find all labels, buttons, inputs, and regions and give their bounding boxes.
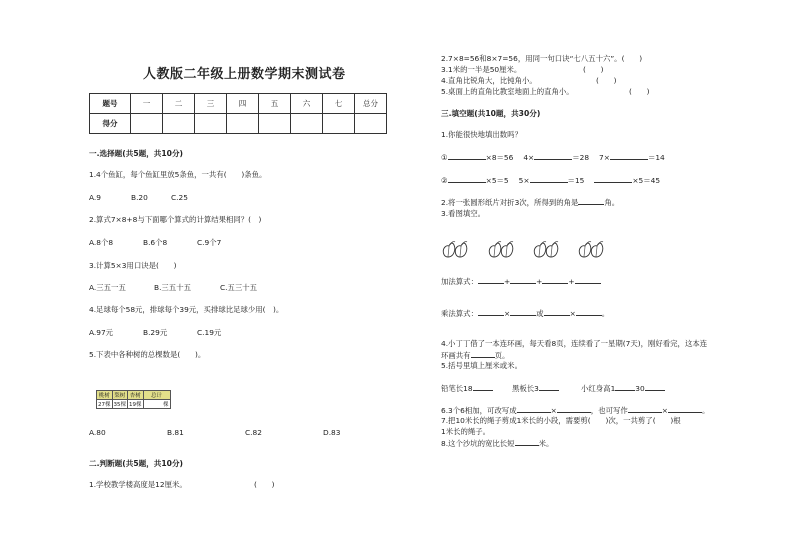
fill-text: ＝14 xyxy=(647,153,665,162)
fill-item xyxy=(512,383,559,393)
section-choice-heading: 一.选择题(共5题，共10分) xyxy=(89,149,184,158)
question-text: 5.下表中各种树的总棵数是( )。 xyxy=(89,350,206,359)
question-text: 5.括号里填上厘米或米。 xyxy=(441,361,522,370)
answer-parens[interactable]: ( ) xyxy=(629,87,650,96)
tree-table-cell: 35棵 xyxy=(112,400,128,409)
fill-text: 铅笔长18 xyxy=(441,384,473,393)
section-judge-heading: 二.判断题(共5题，共10分) xyxy=(89,459,184,468)
fill-item xyxy=(581,383,665,393)
answer-blank[interactable] xyxy=(510,308,536,316)
score-header-cell: 四 xyxy=(227,94,259,114)
score-cell[interactable] xyxy=(163,114,195,134)
tree-table-header: 杏树 xyxy=(128,391,144,400)
plus-sign: + xyxy=(536,277,543,286)
answer-blank[interactable] xyxy=(668,405,702,413)
score-header-cell: 一 xyxy=(131,94,163,114)
peach-group-3 xyxy=(534,242,558,257)
peach-group-4 xyxy=(579,242,603,257)
answer-blank[interactable] xyxy=(539,383,559,391)
score-header-cell: 二 xyxy=(163,94,195,114)
fill-text: 5× xyxy=(518,176,530,185)
score-table-header-row xyxy=(90,94,387,114)
question-text: 3.看图填空。 xyxy=(441,209,486,218)
score-header-cell: 五 xyxy=(259,94,291,114)
tree-table-header: 总计 xyxy=(143,391,170,400)
answer-parens[interactable]: ( ) xyxy=(583,65,604,74)
question-text: 页。 xyxy=(494,351,510,360)
peach-group-2 xyxy=(489,242,513,257)
plus-sign: + xyxy=(503,277,511,286)
option: B.20 xyxy=(131,193,148,202)
peach-picture xyxy=(442,240,622,258)
question-text: ，也可写作 xyxy=(590,406,628,415)
tree-table-header: 梨树 xyxy=(112,391,128,400)
fill-text: 黑板长3 xyxy=(512,384,539,393)
option: A.9 xyxy=(89,193,101,202)
answer-parens[interactable]: ( ) xyxy=(596,76,617,85)
answer-blank[interactable] xyxy=(448,175,486,183)
period: 。 xyxy=(601,309,610,318)
score-header-cell: 六 xyxy=(291,94,323,114)
question-text: 7.把10米长的绳子剪成1米长的小段，需要剪( )次，一共剪了( )根 xyxy=(441,416,681,425)
question-text: 米。 xyxy=(538,439,554,448)
answer-blank[interactable] xyxy=(510,276,536,284)
circled-number: ① xyxy=(441,153,448,162)
fill-text: ×5＝45 xyxy=(632,176,661,185)
addition-line xyxy=(441,276,601,286)
tree-table-cell: 19棵 xyxy=(128,400,144,409)
times-sign: × xyxy=(550,406,557,415)
answer-parens[interactable]: ( ) xyxy=(254,480,275,489)
answer-blank[interactable] xyxy=(448,152,486,160)
option: B.29元 xyxy=(143,328,168,337)
answer-blank[interactable] xyxy=(575,276,601,284)
tree-table-cell: 棵 xyxy=(143,400,170,409)
answer-blank[interactable] xyxy=(610,152,648,160)
question-text: 1.4个鱼缸，每个鱼缸里放5条鱼，一共有( )条鱼。 xyxy=(89,170,267,179)
question-text: 2.算式7×8+8与下面哪个算式的计算结果相同？( ) xyxy=(89,215,262,224)
question-text: 3.计算5×3用口诀是( ) xyxy=(89,261,177,270)
peach-group-1 xyxy=(443,242,467,257)
fill-text: ＝28 xyxy=(572,153,590,162)
score-header-cell: 题号 xyxy=(90,94,131,114)
option: C.82 xyxy=(245,428,262,437)
plus-sign: + xyxy=(568,277,575,286)
option: C.25 xyxy=(171,193,188,202)
answer-blank[interactable] xyxy=(576,308,602,316)
question-text: 6.3个6相加，可改写成 xyxy=(441,406,517,415)
answer-blank[interactable] xyxy=(544,308,570,316)
answer-blank[interactable] xyxy=(478,276,504,284)
question-text: 1米长的绳子。 xyxy=(441,427,491,436)
period: 。 xyxy=(701,406,710,415)
option: A.97元 xyxy=(89,328,114,337)
fill-text: 小红身高1 xyxy=(581,384,616,393)
question-text: 角。 xyxy=(604,198,620,207)
answer-blank[interactable] xyxy=(534,152,572,160)
option: D.83 xyxy=(323,428,341,437)
score-header-cell: 七 xyxy=(323,94,355,114)
score-table xyxy=(89,93,387,134)
score-cell[interactable] xyxy=(259,114,291,134)
question-text: 8.这个沙坑的宽比长短 xyxy=(441,439,515,448)
question-line xyxy=(441,438,553,448)
score-cell[interactable] xyxy=(131,114,163,134)
tree-table-cell: 27棵 xyxy=(97,400,113,409)
question-text: 5.桌面上的直角比教室地面上的直角小。 xyxy=(441,87,574,96)
score-table-score-row xyxy=(90,114,387,134)
or-text: 或 xyxy=(536,309,544,318)
fill-item xyxy=(441,383,493,393)
answer-blank[interactable] xyxy=(594,175,632,183)
score-cell[interactable] xyxy=(291,114,323,134)
fill-label: 乘法算式： xyxy=(441,309,478,318)
fill-row-1 xyxy=(441,152,665,162)
option: B.81 xyxy=(167,428,184,437)
score-header-cell: 总分 xyxy=(355,94,387,114)
multiplication-line xyxy=(441,308,609,318)
answer-blank[interactable] xyxy=(578,197,604,205)
question-text: 4.小丁丁借了一本连环画，每天看8页，连续看了一星期(7天)，刚好看完，这本连 xyxy=(441,339,708,348)
times-sign: × xyxy=(503,309,511,318)
answer-blank[interactable] xyxy=(517,405,551,413)
question-line xyxy=(441,197,619,207)
tree-count-table xyxy=(96,390,171,409)
fill-text: ×5＝5 xyxy=(485,176,509,185)
question-line xyxy=(441,350,509,360)
times-sign: × xyxy=(569,309,576,318)
option: B.三五十五 xyxy=(154,283,191,292)
question-text: 环画共有 xyxy=(441,351,471,360)
question-text: 4.足球每个58元，排球每个39元，买排球比足球少用( )。 xyxy=(89,305,284,314)
tree-table-header: 桃树 xyxy=(97,391,113,400)
score-cell[interactable] xyxy=(195,114,227,134)
question-text: 1.你能很快地填出数吗？ xyxy=(441,130,522,139)
option: B.6个8 xyxy=(143,238,168,247)
score-row-label: 得分 xyxy=(90,114,131,134)
answer-blank[interactable] xyxy=(542,276,568,284)
question-text: 4.直角比锐角大，比钝角小。 xyxy=(441,76,537,85)
page-title: 人教版二年级上册数学期末测试卷 xyxy=(143,67,346,82)
question-text: 1.学校教学楼高度是12厘米。 xyxy=(89,480,187,489)
score-cell[interactable] xyxy=(355,114,387,134)
question-text: 2.7×8=56和8×7=56，用同一句口诀“七八五十六”。( ) xyxy=(441,54,643,63)
answer-blank[interactable] xyxy=(645,383,665,391)
question-text: 2.将一张圆形纸片对折3次，所得到的角是 xyxy=(441,198,579,207)
option: C.19元 xyxy=(197,328,222,337)
times-sign: × xyxy=(661,406,668,415)
answer-blank[interactable] xyxy=(478,308,504,316)
score-cell[interactable] xyxy=(323,114,355,134)
answer-blank[interactable] xyxy=(471,350,495,358)
fill-text: 4× xyxy=(523,153,535,162)
score-cell[interactable] xyxy=(227,114,259,134)
answer-blank[interactable] xyxy=(473,383,493,391)
fill-text: 30 xyxy=(635,384,645,393)
option: A.三五一五 xyxy=(89,283,126,292)
answer-blank[interactable] xyxy=(615,383,635,391)
question-line xyxy=(441,405,709,415)
answer-blank[interactable] xyxy=(530,175,568,183)
fill-text: 7× xyxy=(599,153,610,162)
answer-blank[interactable] xyxy=(515,438,539,446)
fill-row-2 xyxy=(441,175,660,185)
option: C.9个7 xyxy=(197,238,222,247)
fill-text: ×8＝56 xyxy=(485,153,514,162)
option: A.8个8 xyxy=(89,238,114,247)
fill-label: 加法算式： xyxy=(441,277,478,286)
fill-text: ＝15 xyxy=(567,176,585,185)
option: A.80 xyxy=(89,428,106,437)
circled-number: ② xyxy=(441,176,448,185)
option: C.五三十五 xyxy=(220,283,258,292)
answer-blank[interactable] xyxy=(628,405,662,413)
score-header-cell: 三 xyxy=(195,94,227,114)
section-fill-heading: 三.填空题(共10题，共30分) xyxy=(441,109,541,118)
answer-blank[interactable] xyxy=(557,405,591,413)
question-text: 3.1米的一半是50厘米。 xyxy=(441,65,522,74)
